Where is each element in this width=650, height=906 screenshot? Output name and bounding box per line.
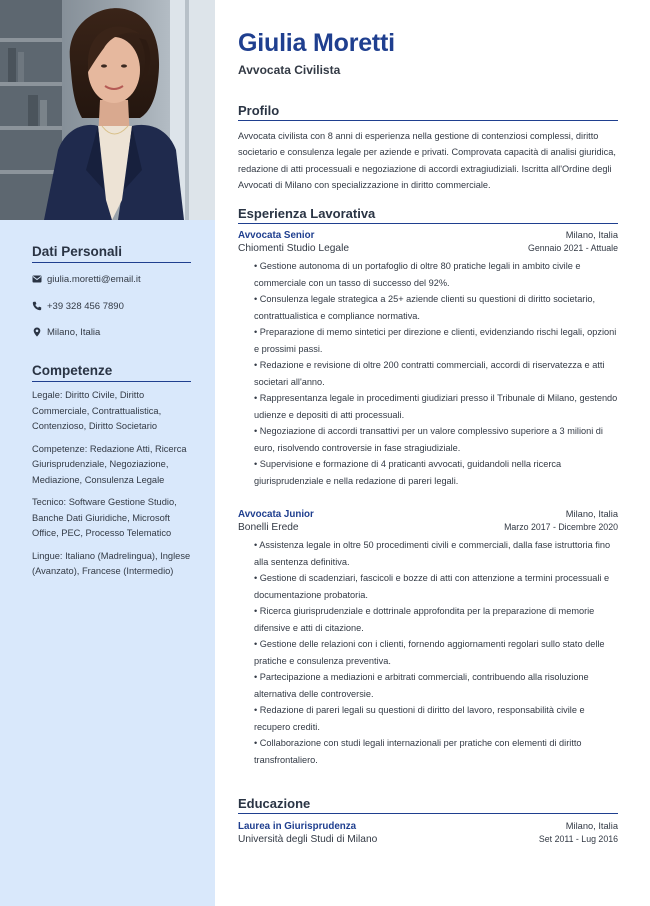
- job-company: Bonelli Erede: [238, 522, 299, 533]
- job-title: Avvocata Junior: [238, 509, 314, 520]
- bullet-item: • Assistenza legale in oltre 50 procedimenti civili e commerciali, dalla fase istruttoria fino alla sentenza definitiva.: [254, 537, 618, 570]
- personal-data-heading: Dati Personali: [32, 244, 191, 263]
- degree-title: Laurea in Giurisprudenza: [238, 821, 357, 832]
- skill-item: Lingue: Italiano (Madrelingua), Inglese (Avanzato), Francese (Intermedio): [32, 550, 191, 576]
- bullet-item: • Ricerca giurisprudenziale e dottrinale approfondita per la preparazione di memorie difensive e atti di citazione.: [254, 603, 618, 636]
- sidebar: [0, 0, 215, 906]
- bullet-item: • Collaborazione con studi legali internazionali per pratiche con elementi di diritto transfrontaliero.: [254, 735, 618, 768]
- skill-item: Competenze: Redazione Atti, Ricerca Giurisprudenziale, Negoziazione, Mediazione, Consulenza Legale: [32, 443, 187, 485]
- job-company: Chiomenti Studio Legale: [238, 243, 350, 254]
- bullet-item: • Partecipazione a mediazioni e arbitrati commerciali, contribuendo alla risoluzione alternativa delle controversie.: [254, 669, 618, 702]
- job-dates: Marzo 2017 - Dicembre 2020: [504, 522, 618, 532]
- job-dates: Gennaio 2021 - Attuale: [528, 243, 618, 253]
- education-location: Milano, Italia: [565, 821, 618, 831]
- job-location: Milano, Italia: [565, 509, 618, 519]
- contact-email: [32, 272, 191, 286]
- education-entry: [238, 821, 618, 845]
- candidate-name: Giulia Moretti: [238, 29, 395, 57]
- bullet-item: • Gestione autonoma di un portafoglio di oltre 80 pratiche legali in ambito civile e commerciale con un tasso di successo del 92%.: [254, 258, 618, 291]
- skills-list: [32, 388, 191, 580]
- email-icon: [32, 274, 42, 284]
- bullet-item: • Consulenza legale strategica a 25+ aziende clienti su questioni di diritto societario, contrattualistica e compliance normativa.: [254, 291, 618, 324]
- school-name: Università degli Studi di Milano: [238, 834, 378, 845]
- phone-text: +39 328 456 7890: [47, 300, 124, 312]
- bullet-item: • Gestione di scadenziari, fascicoli e bozze di atti con attenzione a termini processuali e documentazione probatoria.: [254, 570, 618, 603]
- job-location: Milano, Italia: [565, 230, 618, 240]
- profile-summary: Avvocata civilista con 8 anni di esperienza nella gestione di contenziosi complessi, diritto societario e consulenza legale per aziende e privati. Comprovata capacità di analisi giuridica, redazione di atti processuali e negoziazione di accordi extragiudiziali. Iscritta all'Ordine degli Avvocati di Milano con specializzazione in diritto commerciale.: [238, 131, 616, 190]
- skill-item: Tecnico: Software Gestione Studio, Banche Dati Giuridiche, Microsoft Office, PEC, Processo Telematico: [32, 497, 177, 538]
- job-entry: [238, 230, 618, 489]
- phone-icon: [32, 301, 42, 311]
- profile-heading: Profilo: [238, 103, 618, 121]
- education-dates: Set 2011 - Lug 2016: [538, 834, 618, 844]
- job-title: Avvocata Senior: [238, 230, 315, 241]
- skill-item: Legale: Diritto Civile, Diritto Commerciale, Contrattualistica, Contenzioso, Diritto Societario: [32, 390, 162, 431]
- location-pin-icon: [32, 327, 42, 337]
- job-bullets: [238, 537, 618, 768]
- profile-photo: [0, 0, 215, 220]
- location-text: Milano, Italia: [47, 326, 101, 338]
- email-text: giulia.moretti@email.it: [47, 273, 141, 285]
- sidebar-content: [32, 244, 191, 580]
- bullet-item: • Redazione di pareri legali su questioni di diritto del lavoro, responsabilità civile e recupero crediti.: [254, 702, 618, 735]
- contact-phone: [32, 299, 191, 313]
- experience-heading: Esperienza Lavorativa: [238, 206, 618, 224]
- contact-location: [32, 325, 191, 339]
- bullet-item: • Supervisione e formazione di 4 praticanti avvocati, guidandoli nella ricerca giurisprudenziale e nella redazione di pareri legali.: [254, 456, 618, 489]
- bullet-item: • Gestione delle relazioni con i clienti, fornendo aggiornamenti regolari sullo stato delle pratiche e consulenza preventiva.: [254, 636, 618, 669]
- bullet-item: • Negoziazione di accordi transattivi per un valore complessivo superiore a 3 milioni di euro, risolvendo controversie in fase stragiudiziale.: [254, 423, 618, 456]
- job-entry: [238, 509, 618, 768]
- candidate-role: Avvocata Civilista: [238, 63, 341, 77]
- bullet-item: • Rappresentanza legale in procedimenti giudiziari presso il Tribunale di Milano, gestendo udienze e depositi di atti processuali.: [254, 390, 618, 423]
- bullet-item: • Preparazione di memo sintetici per direzione e clienti, evidenziando rischi legali, opzioni e prossimi passi.: [254, 324, 618, 357]
- skills-heading: Competenze: [32, 363, 191, 382]
- bullet-item: • Redazione e revisione di oltre 200 contratti commerciali, accordi di riservatezza e atti societari all'anno.: [254, 357, 618, 390]
- education-heading: Educazione: [238, 796, 618, 814]
- job-bullets: [238, 258, 618, 489]
